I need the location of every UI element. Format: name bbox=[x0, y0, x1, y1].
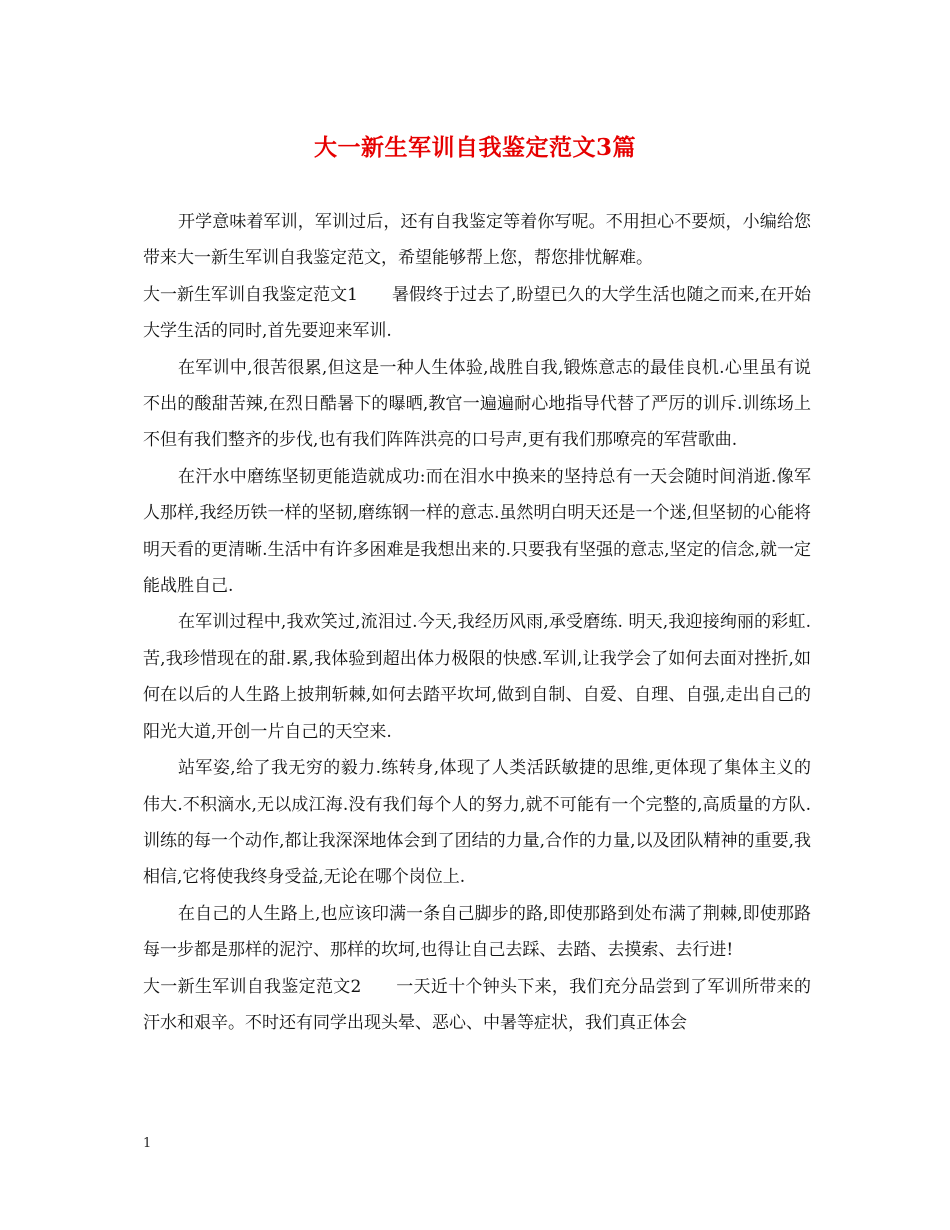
document-body bbox=[143, 204, 811, 1041]
body-paragraph: 在自己的人生路上,也应该印满一条自己脚步的路,即使那路到处布满了荆棘,即使那路每一步都是那样的泥泞、那样的坎坷,也得让自己去踩、去踏、去摸索、去行进! bbox=[143, 903, 811, 961]
body-paragraph: 在汗水中磨练坚韧更能造就成功:而在泪水中换来的坚持总有一天会随时间消逝.像军人那样,我经历铁一样的坚韧,磨练钢一样的意志.虽然明白明天还是一个迷,但坚韧的心能将明天看的更清晰.生活中有许多困难是我想出来的.只要我有坚强的意志,坚定的信念,就一定能战胜自己. bbox=[143, 466, 811, 597]
section-1-paragraph: 大一新生军训自我鉴定范文1 暑假终于过去了,盼望已久的大学生活也随之而来,在开始大学生活的同时,首先要迎来军训. bbox=[143, 284, 811, 342]
body-paragraph: 站军姿,给了我无穷的毅力.练转身,体现了人类活跃敏捷的思维,更体现了集体主义的伟大.不积滴水,无以成江海.没有我们每个人的努力,就不可能有一个完整的,高质量的方队.训练的每一个动作,都让我深深地体会到了团结的力量,合作的力量,以及团队精神的重要,我相信,它将使我终身受益,无论在哪个岗位上. bbox=[143, 758, 811, 888]
document-title: 大一新生军训自我鉴定范文3篇 bbox=[313, 134, 636, 161]
section-2-paragraph: 大一新生军训自我鉴定范文2 一天近十个钟头下来，我们充分品尝到了军训所带来的汗水和艰辛。不时还有同学出现头晕、恶心、中暑等症状，我们真正体会 bbox=[143, 976, 811, 1033]
page-number: 1 bbox=[143, 1136, 152, 1151]
body-paragraph: 在军训中,很苦很累,但这是一种人生体验,战胜自我,锻炼意志的最佳良机.心里虽有说不出的酸甜苦辣,在烈日酷暑下的曝晒,教官一遍遍耐心地指导代替了严厉的训斥.训练场上不但有我们整齐的步伐,也有我们阵阵洪亮的口号声,更有我们那嘹亮的军营歌曲. bbox=[143, 357, 811, 451]
intro-paragraph: 开学意味着军训，军训过后，还有自我鉴定等着你写呢。不用担心不要烦，小编给您带来大一新生军训自我鉴定范文，希望能够帮上您，帮您排忧解难。 bbox=[143, 212, 811, 269]
body-paragraph: 在军训过程中,我欢笑过,流泪过.今天,我经历风雨,承受磨练. 明天,我迎接绚丽的彩虹.苦,我珍惜现在的甜.累,我体验到超出体力极限的快感.军训,让我学会了如何去面对挫折,如何在以后的人生路上披荆斩棘,如何去踏平坎坷,做到自制、自爱、自理、自强,走出自己的阳光大道,开创一片自己的天空来. bbox=[143, 612, 811, 742]
